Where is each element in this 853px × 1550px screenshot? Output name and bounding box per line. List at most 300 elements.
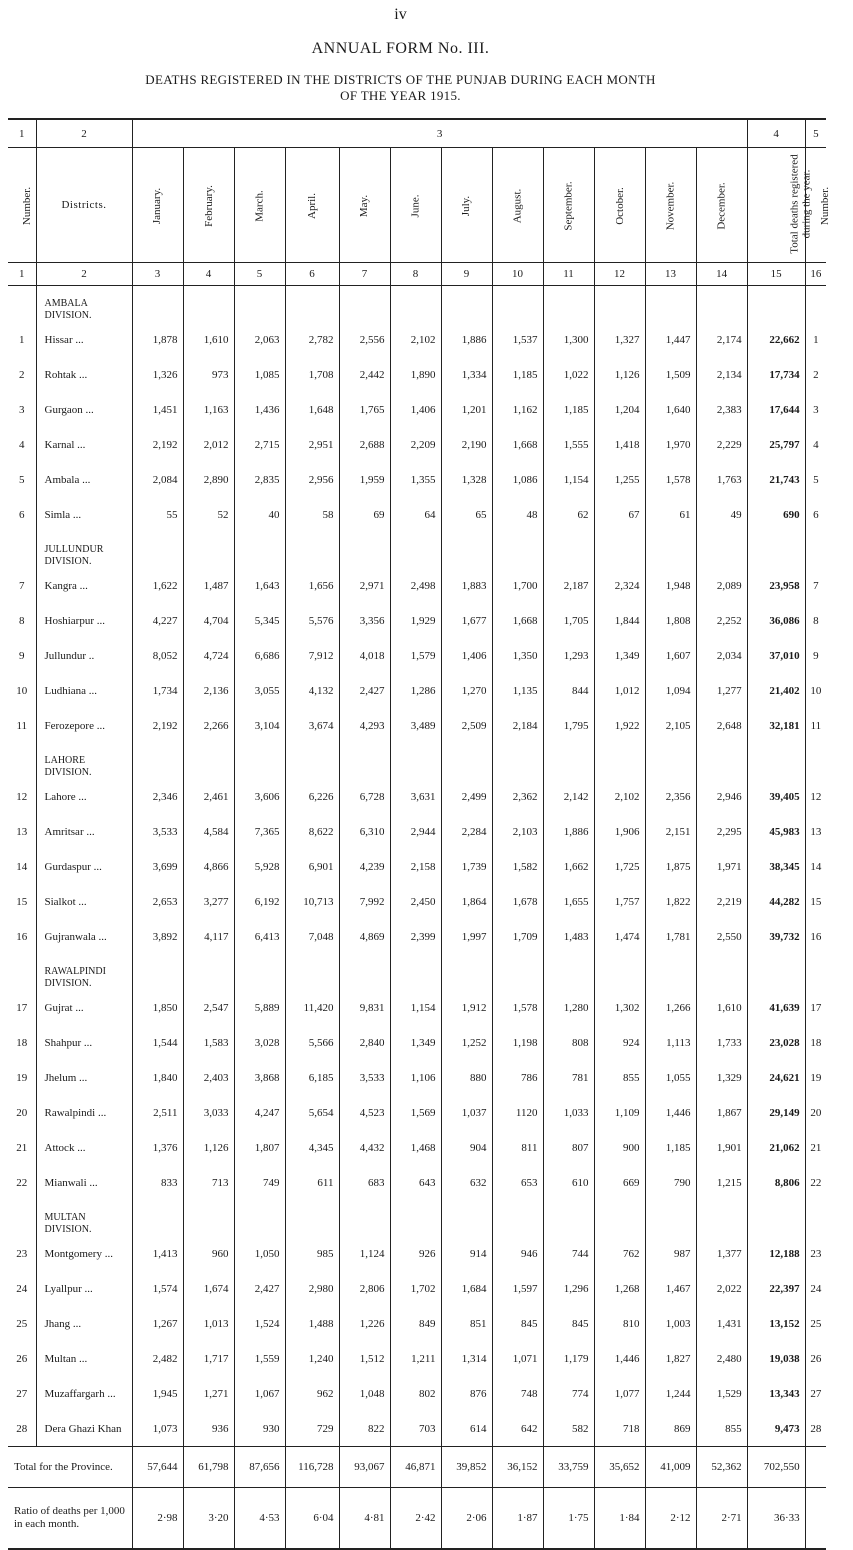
- month-value: 6,728: [339, 779, 390, 814]
- month-value: 904: [441, 1130, 492, 1165]
- row-number-right: 24: [805, 1271, 826, 1306]
- month-value: 1,970: [645, 427, 696, 462]
- month-value: 9,831: [339, 990, 390, 1025]
- year-total: 9,473: [747, 1411, 805, 1447]
- ratio-month-value: 3·20: [183, 1488, 234, 1550]
- month-value: 2,174: [696, 322, 747, 357]
- row-number: 15: [16, 895, 28, 908]
- month-value: 1,668: [492, 603, 543, 638]
- district-name: Hoshiarpur ...: [36, 603, 132, 638]
- division-spacer: [285, 286, 339, 323]
- division-name: AMBALA DIVISION.: [36, 286, 132, 323]
- month-value: 960: [183, 1236, 234, 1271]
- year-total: 36,086: [747, 603, 805, 638]
- division-spacer: [441, 954, 492, 990]
- month-value: 849: [390, 1306, 441, 1341]
- division-spacer: [8, 1200, 36, 1236]
- column-number: 12: [594, 263, 645, 286]
- year-total: 13,343: [747, 1376, 805, 1411]
- district-name: Multan ...: [36, 1341, 132, 1376]
- division-spacer: [696, 286, 747, 323]
- division-spacer: [747, 954, 805, 990]
- month-value: 4,018: [339, 638, 390, 673]
- month-value: 7,048: [285, 919, 339, 954]
- month-value: 1,185: [492, 357, 543, 392]
- division-spacer: [747, 532, 805, 568]
- month-value: 1,113: [645, 1025, 696, 1060]
- division-spacer: [8, 954, 36, 990]
- month-value: 2,136: [183, 673, 234, 708]
- table-row: [8, 708, 826, 743]
- column-number: 3: [132, 263, 183, 286]
- month-value: 2,324: [594, 568, 645, 603]
- division-row: [8, 954, 826, 990]
- month-value: 2,648: [696, 708, 747, 743]
- month-value: 2,498: [390, 568, 441, 603]
- month-value: 2,102: [390, 322, 441, 357]
- month-value: 8,052: [132, 638, 183, 673]
- ratio-month-value: 1·75: [543, 1488, 594, 1550]
- table-row: [8, 1236, 826, 1271]
- month-value: 1,850: [132, 990, 183, 1025]
- month-value: 2,956: [285, 462, 339, 497]
- month-value: 1,579: [390, 638, 441, 673]
- month-value: 62: [543, 497, 594, 532]
- month-value: 1,179: [543, 1341, 594, 1376]
- month-value: 3,028: [234, 1025, 285, 1060]
- column-number: 1: [8, 263, 36, 286]
- year-total: 21,743: [747, 462, 805, 497]
- table-row: [8, 603, 826, 638]
- month-value: 1,578: [645, 462, 696, 497]
- year-total: 8,806: [747, 1165, 805, 1200]
- district-name: Hissar ...: [36, 322, 132, 357]
- month-value: 1,349: [390, 1025, 441, 1060]
- month-value: 1,734: [132, 673, 183, 708]
- table-row: [8, 462, 826, 497]
- month-value: 2,346: [132, 779, 183, 814]
- division-spacer: [234, 954, 285, 990]
- group-header: 5: [805, 119, 826, 148]
- row-number-right: 8: [805, 603, 826, 638]
- month-value: 52: [183, 497, 234, 532]
- ratio-month-value: 2·06: [441, 1488, 492, 1550]
- district-name: Lahore ...: [36, 779, 132, 814]
- month-value: 614: [441, 1411, 492, 1447]
- division-spacer: [594, 954, 645, 990]
- month-value: 11,420: [285, 990, 339, 1025]
- row-number-right: 25: [805, 1306, 826, 1341]
- month-value: 1,106: [390, 1060, 441, 1095]
- year-total: 39,732: [747, 919, 805, 954]
- month-value: 2,547: [183, 990, 234, 1025]
- page-number: iv: [394, 6, 407, 23]
- month-value: 2,383: [696, 392, 747, 427]
- month-value: 1,185: [645, 1130, 696, 1165]
- division-spacer: [132, 532, 183, 568]
- row-number-right: 14: [805, 849, 826, 884]
- month-value: 807: [543, 1130, 594, 1165]
- month-value: 1,700: [492, 568, 543, 603]
- month-value: 2,084: [132, 462, 183, 497]
- division-spacer: [645, 954, 696, 990]
- month-value: 632: [441, 1165, 492, 1200]
- table-row: [8, 1130, 826, 1165]
- district-name: Karnal ...: [36, 427, 132, 462]
- table-row: [8, 1306, 826, 1341]
- table-row: [8, 497, 826, 532]
- table-row: [8, 1376, 826, 1411]
- division-row: [8, 1200, 826, 1236]
- month-value: 987: [645, 1236, 696, 1271]
- month-value: 1,071: [492, 1341, 543, 1376]
- deaths-table: [8, 118, 831, 1550]
- month-value: 2,715: [234, 427, 285, 462]
- month-value: 3,699: [132, 849, 183, 884]
- month-value: 5,345: [234, 603, 285, 638]
- division-spacer: [183, 286, 234, 323]
- month-value: 2,190: [441, 427, 492, 462]
- column-header-label: January.: [151, 187, 164, 225]
- province-month-total: 35,652: [594, 1447, 645, 1488]
- month-value: 1,446: [645, 1095, 696, 1130]
- division-spacer: [8, 532, 36, 568]
- division-name: LAHORE DIVISION.: [36, 743, 132, 779]
- row-number-right: 5: [805, 462, 826, 497]
- month-value: 1,655: [543, 884, 594, 919]
- month-value: 2,806: [339, 1271, 390, 1306]
- district-name: Muzaffargarh ...: [36, 1376, 132, 1411]
- month-value: 3,533: [132, 814, 183, 849]
- month-value: 1,124: [339, 1236, 390, 1271]
- month-value: 5,654: [285, 1095, 339, 1130]
- province-month-total: 116,728: [285, 1447, 339, 1488]
- division-spacer: [183, 532, 234, 568]
- month-value: 762: [594, 1236, 645, 1271]
- district-name: Rohtak ...: [36, 357, 132, 392]
- month-value: 2,499: [441, 779, 492, 814]
- ratio-month-value: 2·98: [132, 1488, 183, 1550]
- month-value: 1,198: [492, 1025, 543, 1060]
- month-value: 3,055: [234, 673, 285, 708]
- month-value: 2,427: [339, 673, 390, 708]
- division-spacer: [594, 286, 645, 323]
- division-spacer: [285, 743, 339, 779]
- column-number: 16: [805, 263, 826, 286]
- group-header-row: [8, 119, 826, 148]
- column-header: [390, 148, 441, 263]
- month-value: 2,980: [285, 1271, 339, 1306]
- division-row: [8, 286, 826, 323]
- year-total: 21,402: [747, 673, 805, 708]
- month-value: 1,512: [339, 1341, 390, 1376]
- column-header-label: November.: [664, 181, 677, 231]
- row-number: 25: [16, 1317, 28, 1330]
- month-value: 2,403: [183, 1060, 234, 1095]
- month-value: 2,158: [390, 849, 441, 884]
- column-number: 14: [696, 263, 747, 286]
- month-value: 69: [339, 497, 390, 532]
- month-value: 973: [183, 357, 234, 392]
- division-spacer: [805, 532, 826, 568]
- division-spacer: [339, 286, 390, 323]
- division-name: JULLUNDUR DIVISION.: [36, 532, 132, 568]
- month-value: 851: [441, 1306, 492, 1341]
- year-total: 17,734: [747, 357, 805, 392]
- month-value: 729: [285, 1411, 339, 1447]
- month-value: 1,781: [645, 919, 696, 954]
- row-number: 27: [16, 1387, 28, 1400]
- column-header-row: [8, 148, 826, 263]
- month-value: 2,971: [339, 568, 390, 603]
- month-value: 3,674: [285, 708, 339, 743]
- division-spacer: [183, 954, 234, 990]
- table-row: [8, 884, 826, 919]
- month-value: 1,013: [183, 1306, 234, 1341]
- district-name: Rawalpindi ...: [36, 1095, 132, 1130]
- division-spacer: [645, 1200, 696, 1236]
- month-value: 1,739: [441, 849, 492, 884]
- month-value: 880: [441, 1060, 492, 1095]
- month-value: 1,022: [543, 357, 594, 392]
- month-value: 2,134: [696, 357, 747, 392]
- ratio-month-value: 2·12: [645, 1488, 696, 1550]
- month-value: 1,436: [234, 392, 285, 427]
- row-number: 19: [16, 1071, 28, 1084]
- row-number-right: 1: [805, 322, 826, 357]
- division-spacer: [441, 532, 492, 568]
- month-value: 4,869: [339, 919, 390, 954]
- month-value: 3,606: [234, 779, 285, 814]
- form-subtitle: [0, 72, 801, 104]
- division-spacer: [390, 743, 441, 779]
- group-header: 2: [36, 119, 132, 148]
- month-value: 1,878: [132, 322, 183, 357]
- division-spacer: [132, 954, 183, 990]
- division-spacer: [645, 743, 696, 779]
- district-name: Ferozepore ...: [36, 708, 132, 743]
- month-value: 1,350: [492, 638, 543, 673]
- month-value: 1,003: [645, 1306, 696, 1341]
- month-value: 1,050: [234, 1236, 285, 1271]
- province-month-total: 87,656: [234, 1447, 285, 1488]
- row-number: 23: [16, 1247, 28, 1260]
- month-value: 4,239: [339, 849, 390, 884]
- row-number-right: 28: [805, 1411, 826, 1447]
- month-value: 1,327: [594, 322, 645, 357]
- year-total: 32,181: [747, 708, 805, 743]
- division-spacer: [285, 1200, 339, 1236]
- row-number-right: 16: [805, 919, 826, 954]
- month-value: 4,117: [183, 919, 234, 954]
- month-value: 4,866: [183, 849, 234, 884]
- month-value: 1,883: [441, 568, 492, 603]
- month-value: 2,252: [696, 603, 747, 638]
- column-header: [8, 148, 36, 263]
- month-value: 1,524: [234, 1306, 285, 1341]
- table-row: [8, 1095, 826, 1130]
- month-value: 985: [285, 1236, 339, 1271]
- month-value: 1,725: [594, 849, 645, 884]
- month-value: 6,192: [234, 884, 285, 919]
- month-value: 1,875: [645, 849, 696, 884]
- month-value: 1,413: [132, 1236, 183, 1271]
- month-value: 1,226: [339, 1306, 390, 1341]
- year-total: 23,958: [747, 568, 805, 603]
- month-value: 1,662: [543, 849, 594, 884]
- district-name: Mianwali ...: [36, 1165, 132, 1200]
- table-row: [8, 427, 826, 462]
- province-month-total: 61,798: [183, 1447, 234, 1488]
- month-value: 4,247: [234, 1095, 285, 1130]
- month-value: 1,067: [234, 1376, 285, 1411]
- month-value: 1,544: [132, 1025, 183, 1060]
- row-number: 14: [16, 860, 28, 873]
- month-value: 1,447: [645, 322, 696, 357]
- row-number-right: 13: [805, 814, 826, 849]
- division-spacer: [390, 532, 441, 568]
- month-value: 3,033: [183, 1095, 234, 1130]
- district-name: Lyallpur ...: [36, 1271, 132, 1306]
- year-total: 29,149: [747, 1095, 805, 1130]
- table-row: [8, 1060, 826, 1095]
- district-name: Jullundur ..: [36, 638, 132, 673]
- row-number: 9: [19, 649, 25, 662]
- column-number: 6: [285, 263, 339, 286]
- month-value: 1,886: [543, 814, 594, 849]
- column-number: 4: [183, 263, 234, 286]
- month-value: 6,686: [234, 638, 285, 673]
- month-value: 6,185: [285, 1060, 339, 1095]
- division-spacer: [594, 743, 645, 779]
- month-value: 810: [594, 1306, 645, 1341]
- month-value: 926: [390, 1236, 441, 1271]
- month-value: 1,733: [696, 1025, 747, 1060]
- month-value: 3,868: [234, 1060, 285, 1095]
- month-value: 2,509: [441, 708, 492, 743]
- month-value: 786: [492, 1060, 543, 1095]
- column-number: 15: [747, 263, 805, 286]
- month-value: 1,709: [492, 919, 543, 954]
- month-value: 1,890: [390, 357, 441, 392]
- division-spacer: [645, 286, 696, 323]
- month-value: 2,266: [183, 708, 234, 743]
- month-value: 1,610: [183, 322, 234, 357]
- month-value: 1,446: [594, 1341, 645, 1376]
- month-value: 1,431: [696, 1306, 747, 1341]
- column-number: 9: [441, 263, 492, 286]
- division-spacer: [645, 532, 696, 568]
- month-value: 924: [594, 1025, 645, 1060]
- month-value: 1,302: [594, 990, 645, 1025]
- province-month-total: 36,152: [492, 1447, 543, 1488]
- month-value: 1,656: [285, 568, 339, 603]
- month-value: 1,240: [285, 1341, 339, 1376]
- row-number: 28: [16, 1422, 28, 1435]
- month-value: 1,377: [696, 1236, 747, 1271]
- month-value: 1,948: [645, 568, 696, 603]
- month-value: 6,901: [285, 849, 339, 884]
- division-spacer: [492, 286, 543, 323]
- month-value: 1,255: [594, 462, 645, 497]
- row-number-right: 17: [805, 990, 826, 1025]
- division-spacer: [805, 954, 826, 990]
- month-value: 55: [132, 497, 183, 532]
- month-value: 2,480: [696, 1341, 747, 1376]
- division-spacer: [805, 1200, 826, 1236]
- row-number-right: 4: [805, 427, 826, 462]
- month-value: 1,154: [390, 990, 441, 1025]
- ratio-month-value: 4·53: [234, 1488, 285, 1550]
- table-row: [8, 568, 826, 603]
- month-value: 2,482: [132, 1341, 183, 1376]
- district-name: Attock ...: [36, 1130, 132, 1165]
- month-value: 1,582: [492, 849, 543, 884]
- month-value: 2,556: [339, 322, 390, 357]
- row-number-right: 6: [805, 497, 826, 532]
- month-value: 1,827: [645, 1341, 696, 1376]
- row-number: 24: [16, 1282, 28, 1295]
- table-row: [8, 673, 826, 708]
- month-value: 1,349: [594, 638, 645, 673]
- division-spacer: [805, 743, 826, 779]
- ratio-row: [8, 1488, 826, 1550]
- month-value: 5,576: [285, 603, 339, 638]
- district-name: Montgomery ...: [36, 1236, 132, 1271]
- month-value: 2,890: [183, 462, 234, 497]
- month-value: 869: [645, 1411, 696, 1447]
- month-value: 1,537: [492, 322, 543, 357]
- district-name: Gurgaon ...: [36, 392, 132, 427]
- column-header-label: October.: [613, 187, 626, 225]
- column-number: 10: [492, 263, 543, 286]
- column-number: 7: [339, 263, 390, 286]
- month-value: 2,229: [696, 427, 747, 462]
- month-value: 582: [543, 1411, 594, 1447]
- month-value: 2,184: [492, 708, 543, 743]
- month-value: 1,702: [390, 1271, 441, 1306]
- division-spacer: [696, 743, 747, 779]
- month-value: 1120: [492, 1095, 543, 1130]
- month-value: 1,607: [645, 638, 696, 673]
- division-spacer: [234, 286, 285, 323]
- table-row: [8, 638, 826, 673]
- row-number: 8: [19, 614, 25, 627]
- month-value: 1,355: [390, 462, 441, 497]
- row-number-right: 15: [805, 884, 826, 919]
- division-spacer: [183, 1200, 234, 1236]
- division-spacer: [747, 286, 805, 323]
- month-value: 1,705: [543, 603, 594, 638]
- month-value: 811: [492, 1130, 543, 1165]
- month-value: 1,329: [696, 1060, 747, 1095]
- month-value: 822: [339, 1411, 390, 1447]
- year-total: 13,152: [747, 1306, 805, 1341]
- district-name: Jhelum ...: [36, 1060, 132, 1095]
- column-header-label: May.: [358, 194, 371, 218]
- table-row: [8, 1411, 826, 1447]
- month-value: 4,704: [183, 603, 234, 638]
- month-value: 1,252: [441, 1025, 492, 1060]
- month-value: 48: [492, 497, 543, 532]
- group-header: 4: [747, 119, 805, 148]
- division-spacer: [543, 743, 594, 779]
- row-number: 17: [16, 1001, 28, 1014]
- month-value: 744: [543, 1236, 594, 1271]
- month-value: 2,362: [492, 779, 543, 814]
- year-total: 12,188: [747, 1236, 805, 1271]
- month-value: 1,559: [234, 1341, 285, 1376]
